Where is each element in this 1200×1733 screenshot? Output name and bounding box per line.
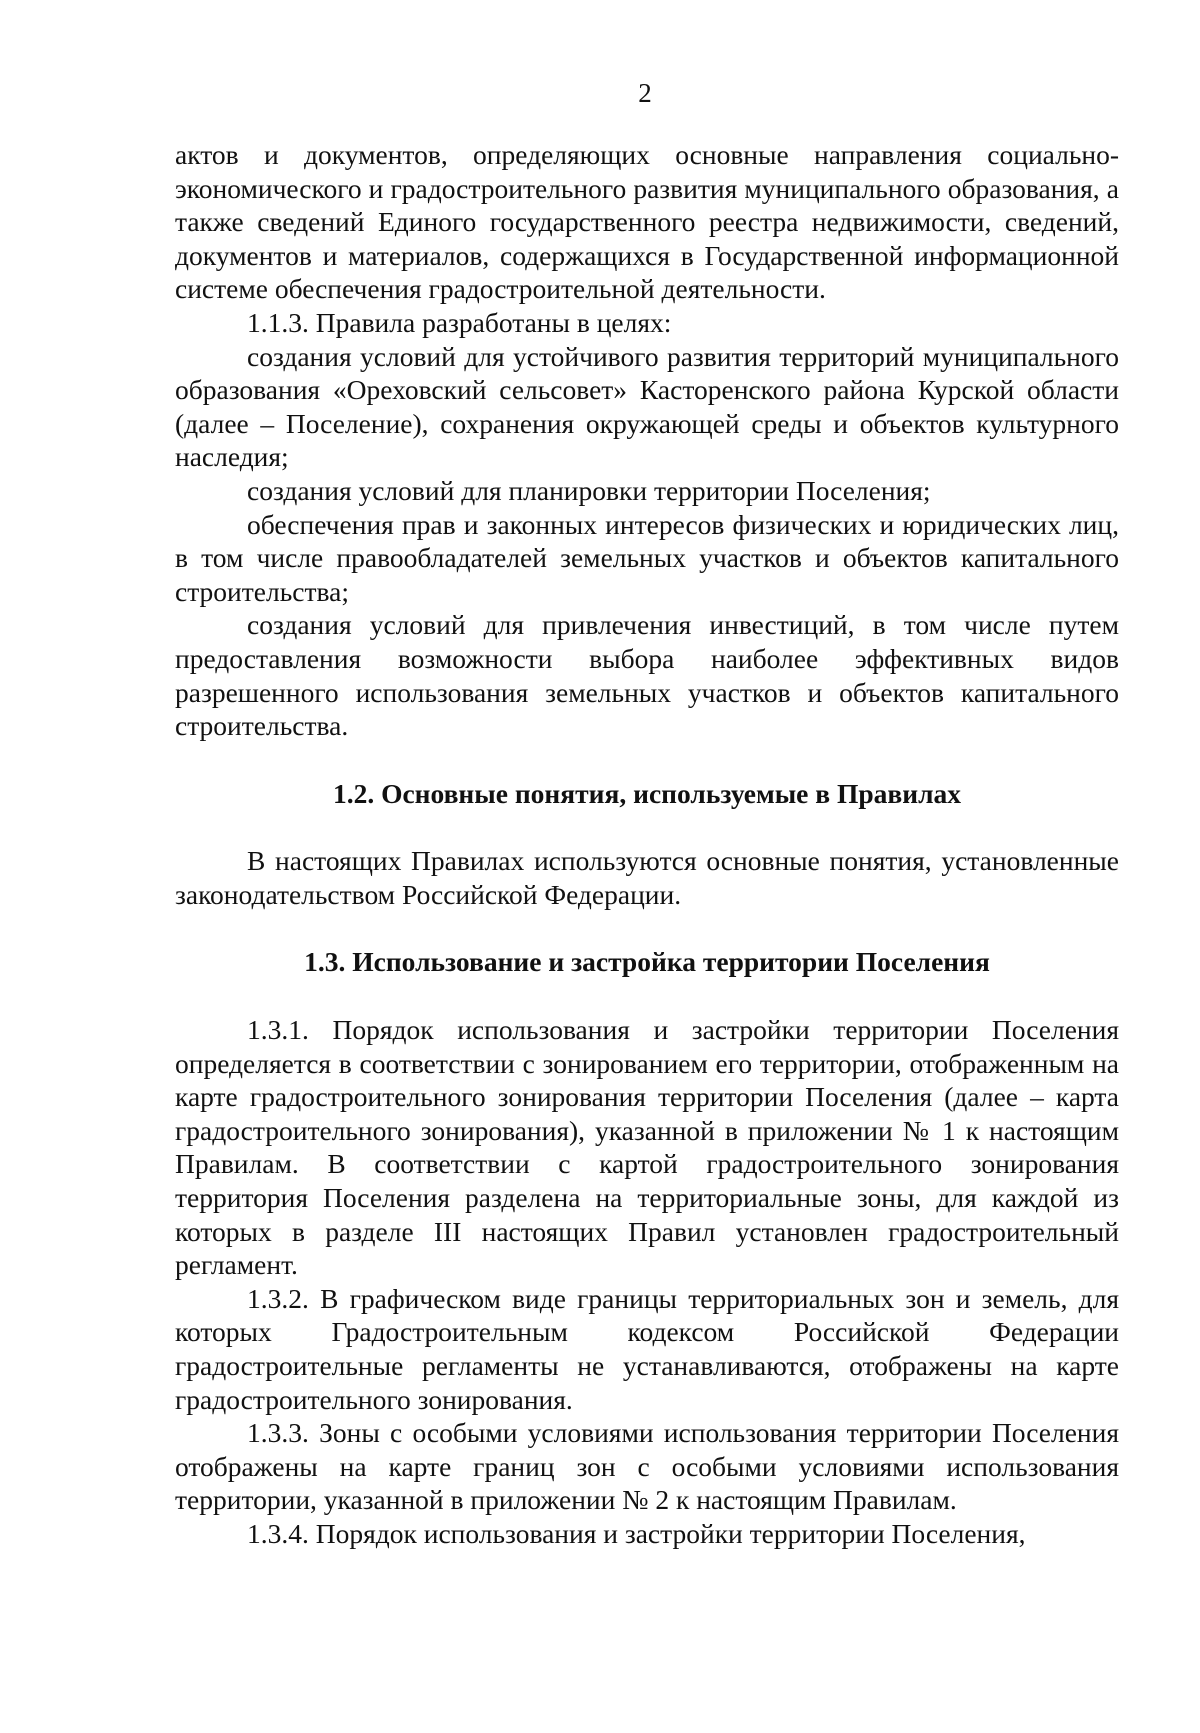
page-number: 2	[638, 78, 652, 108]
paragraph-1-1-3: 1.1.3. Правила разработаны в целях:	[247, 306, 672, 338]
paragraph-goal-investments: создания условий для привлечения инвестиций, в том числе путем предоставления возможности выбора наиболее эффективных видов разрешенного использования земельных участков и объектов капитального строительства.	[175, 609, 1119, 742]
paragraph-intro-continuation: актов и документов, определяющих основные направления социально-экономического и градостроительного развития муниципального образования, а также сведений Единого государственного реестра недвижимости, сведений, документов и материалов, содержащихся в Государственной информационной системе обеспечения градостроительной деятельности.	[175, 139, 1119, 305]
paragraph-1-3-4: 1.3.4. Порядок использования и застройки территории Поселения,	[247, 1517, 1026, 1549]
paragraph-goal-rights: обеспечения прав и законных интересов физических и юридических лиц, в том числе правообладателей земельных участков и объектов капитального строительства;	[175, 508, 1119, 607]
paragraph-1-3-3: 1.3.3. Зоны с особыми условиями использования территории Поселения отображены на карте границ зон с особыми условиями использования территории, указанной в приложении № 2 к настоящим Правилам.	[175, 1417, 1119, 1516]
paragraph-goal-sustainable-development: создания условий для устойчивого развития территорий муниципального образования «Ореховский сельсовет» Касторенского района Курской области (далее – Поселение), сохранения окружающей среды и объектов культурного наследия;	[175, 340, 1119, 473]
document-body	[175, 138, 1119, 1551]
paragraph-1-3-2: 1.3.2. В графическом виде границы территориальных зон и земель, для которых Градостроительным кодексом Российской Федерации градостроительные регламенты не устанавливаются, отображены на карте градостроительного зонирования.	[175, 1282, 1119, 1415]
section-heading-1-3: 1.3. Использование и застройка территории Поселения	[304, 946, 990, 978]
paragraph-goal-planning: создания условий для планировки территории Поселения;	[247, 474, 931, 506]
paragraph-1-3-1: 1.3.1. Порядок использования и застройки территории Поселения определяется в соответствии с зонированием его территории, отображенным на карте градостроительного зонирования территории Поселения (далее – карта градостроительного зонирования), указанной в приложении № 1 к настоящим Правилам. В соответствии с картой градостроительного зонирования территория Поселения разделена на территориальные зоны, для каждой из которых в разделе III настоящих Правил установлен градостроительный регламент.	[175, 1014, 1119, 1281]
section-heading-1-2: 1.2. Основные понятия, используемые в Правилах	[332, 777, 962, 809]
paragraph-section-1-2: В настоящих Правилах используются основные понятия, установленные законодательством Российской Федерации.	[175, 845, 1119, 910]
